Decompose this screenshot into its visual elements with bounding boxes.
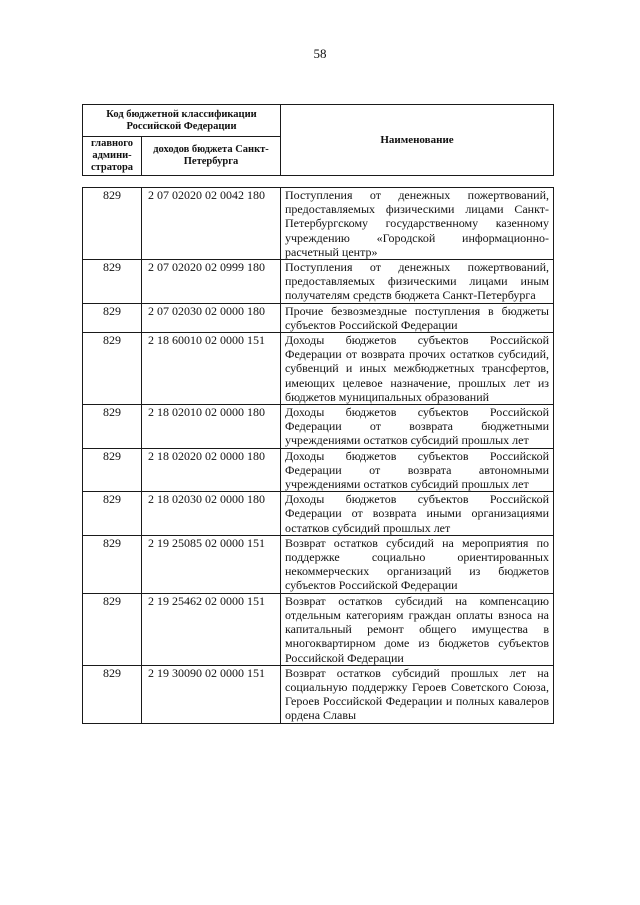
- admin-code-cell: 829: [83, 593, 142, 665]
- table-row: [83, 593, 554, 665]
- revenue-code-cell: 2 18 60010 02 0000 151: [142, 333, 281, 405]
- name-cell: Доходы бюджетов субъектов Российской Федерации от возврата иными организациями остатков субсидий прошлых лет: [281, 492, 554, 536]
- admin-code-cell: 829: [83, 535, 142, 593]
- revenue-code-cell: 2 19 30090 02 0000 151: [142, 665, 281, 723]
- admin-code-cell: 829: [83, 405, 142, 449]
- page-number: 58: [313, 46, 327, 61]
- revenue-code-cell: 2 07 02030 02 0000 180: [142, 303, 281, 332]
- revenue-column-header: доходов бюджета Санкт-Петербурга: [142, 137, 281, 176]
- table-row: [83, 448, 554, 492]
- name-column-header: Наименование: [281, 105, 554, 176]
- admin-code-cell: 829: [83, 492, 142, 536]
- admin-code-cell: 829: [83, 303, 142, 332]
- name-cell: Возврат остатков субсидий прошлых лет на социальную поддержку Героев Советского Союза, Героев Российской Федерации и полных кавалеров ордена Славы: [281, 665, 554, 723]
- name-cell: Доходы бюджетов субъектов Российской Федерации от возврата бюджетными учреждениями остатков субсидий прошлых лет: [281, 405, 554, 449]
- admin-code-cell: 829: [83, 188, 142, 260]
- name-cell: Поступления от денежных пожертвований, предоставляемых физическими лицами Санкт-Петербургскому государственному казенному учреждению «Городской информационно-расчетный центр»: [281, 188, 554, 260]
- table-row: [83, 260, 554, 304]
- name-cell: Возврат остатков субсидий на компенсацию отдельным категориям граждан оплаты взноса на капитальный ремонт общего имущества в многоквартирном доме из бюджетов субъектов Российской Федерации: [281, 593, 554, 665]
- revenue-code-cell: 2 18 02010 02 0000 180: [142, 405, 281, 449]
- revenue-code-cell: 2 19 25085 02 0000 151: [142, 535, 281, 593]
- name-cell: Прочие безвозмездные поступления в бюджеты субъектов Российской Федерации: [281, 303, 554, 332]
- name-cell: Возврат остатков субсидий на мероприятия по поддержке социально ориентированных некоммерческих организаций из бюджетов субъектов Российской Федерации: [281, 535, 554, 593]
- table-row: [83, 665, 554, 723]
- table-header: [82, 104, 554, 176]
- table-row: [83, 188, 554, 260]
- table-row: [83, 535, 554, 593]
- admin-code-cell: 829: [83, 260, 142, 304]
- revenue-code-cell: 2 07 02020 02 0042 180: [142, 188, 281, 260]
- table-row: [83, 333, 554, 405]
- admin-column-header: главного админи-стратора: [83, 137, 142, 176]
- table-row: [83, 405, 554, 449]
- revenue-code-cell: 2 07 02020 02 0999 180: [142, 260, 281, 304]
- table-row: [83, 492, 554, 536]
- admin-code-cell: 829: [83, 333, 142, 405]
- name-cell: Доходы бюджетов субъектов Российской Федерации от возврата автономными учреждениями остатков субсидий прошлых лет: [281, 448, 554, 492]
- revenue-code-cell: 2 18 02020 02 0000 180: [142, 448, 281, 492]
- admin-code-cell: 829: [83, 665, 142, 723]
- revenue-code-cell: 2 18 02030 02 0000 180: [142, 492, 281, 536]
- code-group-header: Код бюджетной классификации Российской Федерации: [83, 105, 281, 137]
- table-row: [83, 303, 554, 332]
- revenue-code-cell: 2 19 25462 02 0000 151: [142, 593, 281, 665]
- name-cell: Доходы бюджетов субъектов Российской Федерации от возврата прочих остатков субсидий, субвенций и иных межбюджетных трансфертов, имеющих целевое назначение, прошлых лет из бюджетов муниципальных образований: [281, 333, 554, 405]
- admin-code-cell: 829: [83, 448, 142, 492]
- codes-table: [82, 187, 554, 724]
- name-cell: Поступления от денежных пожертвований, предоставляемых физическими лицами иным получателям средств бюджета Санкт-Петербурга: [281, 260, 554, 304]
